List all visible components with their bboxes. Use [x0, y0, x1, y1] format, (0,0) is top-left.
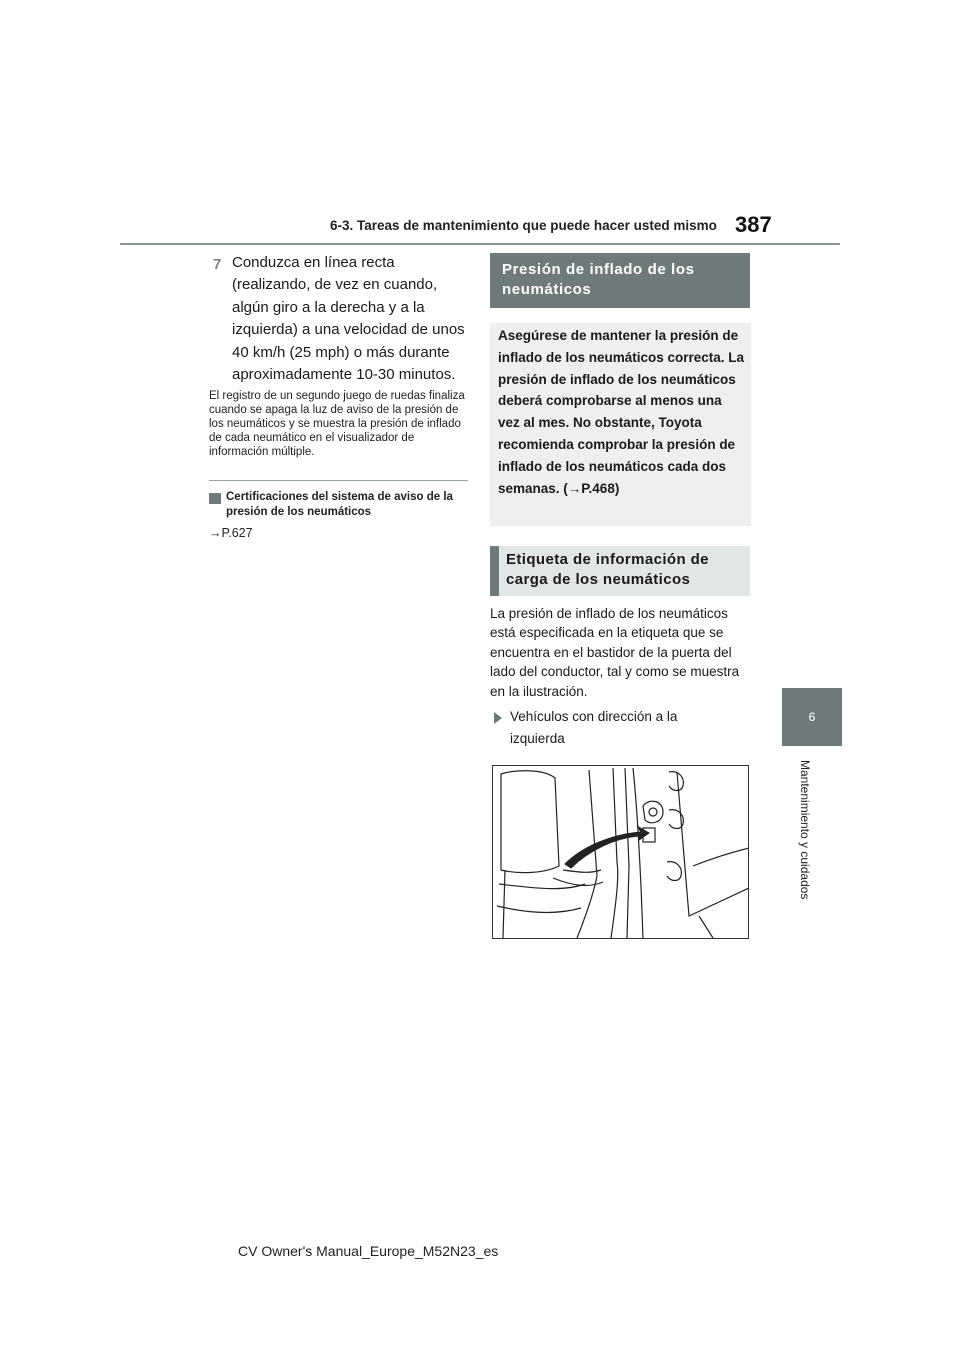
note-divider	[209, 480, 468, 481]
triangle-bullet-icon	[494, 712, 502, 724]
step-note: El registro de un segundo juego de ruedas finaliza cuando se apaga la luz de aviso de la presión de los neumáticos y se muestra la presión de inflado de cada neumático en el visualizador de información múltiple.	[209, 390, 465, 458]
page-number: 387	[735, 212, 772, 237]
section-title-tire-pressure: Presión de inflado de los neumáticos	[490, 253, 750, 308]
section-title-load-label: Etiqueta de información de carga de los neumáticos	[490, 546, 750, 596]
step-number: 7	[213, 256, 222, 273]
door-frame-illustration	[492, 765, 749, 939]
door-frame-drawing	[493, 766, 749, 939]
step-text: Conduzca en línea recta (realizando, de vez en cuando, algún giro a la derecha y a la izquierda) a una velocidad de unos 40 km/h (25 mph) o más durante aproximadamente 10-30 minutos.	[232, 254, 465, 384]
load-label-paragraph: La presión de inflado de los neumáticos está especificada en la etiqueta que se encuentra en el bastidor de la puerta del lado del conductor, tal y como se muestra en la ilustración.	[490, 606, 740, 699]
header-section-title: 6-3. Tareas de mantenimiento que puede hacer usted mismo	[330, 218, 717, 233]
square-bullet-icon	[209, 493, 221, 504]
certification-page-link[interactable]: →P.627	[209, 526, 253, 540]
header-divider	[120, 243, 840, 245]
footer-manual-id: CV Owner's Manual_Europe_M52N23_es	[238, 1243, 499, 1259]
chapter-label: Mantenimiento y cuidados	[798, 760, 812, 900]
info-box-text: Asegúrese de mantener la presión de inflado de los neumáticos correcta. La presión de inflado de los neumáticos deberá comprobarse al menos una vez al mes. No obstante, Toyota recomienda comprobar la presión de inflado de los neumáticos cada dos semanas. (→P.468)	[498, 328, 745, 496]
bullet-text: Vehículos con dirección a la izquierda	[510, 709, 678, 746]
chapter-tab[interactable]: 6	[782, 688, 842, 746]
certification-title: Certificaciones del sistema de aviso de la presión de los neumáticos	[226, 491, 453, 518]
